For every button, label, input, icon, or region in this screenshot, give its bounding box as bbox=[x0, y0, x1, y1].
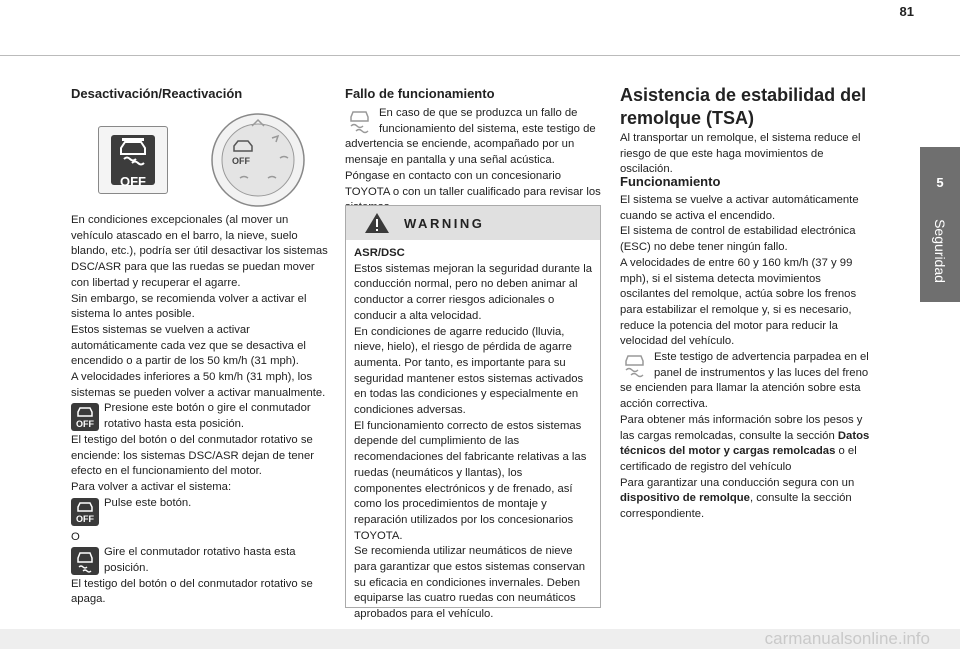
or-text: O bbox=[71, 530, 80, 543]
contact-dealer-text: Póngase en contacto con un concesionario TOYOTA o con un taller cualificado para revisar los bbox=[345, 169, 601, 198]
section-title-tsa: Asistencia de estabilidad del remolque (TSA) bbox=[620, 85, 867, 128]
svg-text:OFF: OFF bbox=[76, 419, 94, 430]
reactivate-advice: Sin embargo, se recomienda volver a activar el sistema lo antes posible. bbox=[71, 292, 307, 321]
warning-header bbox=[346, 206, 600, 240]
tsa-intro: Al transportar un remolque, el sistema reduce el riesgo de que este haga movimientos de oscilación. bbox=[620, 132, 861, 176]
manual-reactivation: A velocidades inferiores a 50 km/h (31 mph), los sistemas se pueden volver a activar manualmente. bbox=[71, 371, 326, 399]
skidding-car-warning-icon bbox=[620, 352, 649, 378]
skidding-car-icon bbox=[71, 547, 99, 575]
off-label: OFF bbox=[120, 173, 146, 189]
chapter-tab[interactable] bbox=[920, 147, 960, 302]
auto-reactivation: Estos sistemas se vuelven a activar automáticamente cada vez que se desactiva el encendido o a partir de los 50 km/h (31 mph). bbox=[71, 323, 306, 368]
warning-title: WARNING bbox=[404, 216, 485, 231]
skidding-car-icon bbox=[111, 135, 155, 169]
chapter-label: Seguridad bbox=[932, 219, 948, 283]
link-technical-data[interactable]: Datos técnicos del motor y cargas remolcadas bbox=[620, 429, 870, 458]
dsc-off-button-image bbox=[98, 126, 168, 194]
section-heading-malfunction: Fallo de funcionamiento bbox=[345, 86, 495, 101]
page-number: 81 bbox=[899, 4, 914, 19]
intro-paragraph: En condiciones excepcionales (al mover un vehículo atascado en el barro, la nieve, suelo blando, etc.), podría ser útil desactivar los sistemas DSC/ASR para que las ruedas se puedan mover con libertad y recuperar el agarre. bbox=[71, 214, 328, 289]
warning-subject: ASR/DSC bbox=[354, 247, 405, 259]
safe-driving-text: Para garantizar una conducción segura con un dispositivo de remolque, consulte la sección correspondiente. bbox=[620, 476, 855, 521]
icon-paragraph-fault: En caso de que se produzca un fallo de funcionamiento del sistema, este testigo de advertencia se enciende, acompañado por un mensaje en pantalla y una señal acústica. bbox=[345, 107, 596, 167]
rotary-knob-image bbox=[210, 112, 306, 208]
header-rule bbox=[0, 55, 960, 56]
warning-text-3: El funcionamiento correcto de estos sistemas depende del cumplimiento de las recomendaciones del fabricante relativas a las ruedas (neumáticos y llantas), los componentes electrónicos y de frenado, así como los procedimientos de montaje y reparación utilizados por los concesionarios TOYOTA. bbox=[354, 419, 587, 542]
dsc-off-icon bbox=[71, 403, 99, 431]
svg-text:OFF: OFF bbox=[76, 513, 94, 524]
icon-paragraph-turn: Gire el conmutador rotativo hasta esta posición. bbox=[71, 545, 329, 576]
warning-box bbox=[345, 205, 601, 621]
warning-triangle-icon bbox=[364, 212, 390, 234]
tsa-esc-condition: El sistema de control de estabilidad electrónica (ESC) no debe tener ningún fallo. bbox=[620, 225, 856, 254]
reactivate-intro: Para volver a activar el sistema: bbox=[71, 480, 232, 493]
footer-bar bbox=[0, 629, 960, 649]
knob-off-label: OFF bbox=[232, 156, 250, 166]
chapter-number: 5 bbox=[936, 175, 944, 190]
warning-text-1: Estos sistemas mejoran la seguridad durante la conducción normal, pero no deben animar al conductor a correr riesgos adicionales o conducir a alta velocidad. bbox=[354, 262, 592, 322]
lamp-on-text: El testigo del botón o del conmutador rotativo se enciende: los sistemas DSC/ASR dejan de tener efecto en el funcionamiento del motor. bbox=[71, 433, 315, 478]
link-tow-device[interactable]: dispositivo de remolque bbox=[620, 492, 750, 505]
lamp-off-text: El testigo del botón o del conmutador rotativo se apaga. bbox=[71, 577, 313, 606]
icon-paragraph-tsa: Este testigo de advertencia parpadea en el panel de instrumentos y las luces del freno se encienden para llamar la atención sobre esta acción correctiva. bbox=[620, 351, 869, 411]
warning-text-2: En condiciones de agarre reducido (lluvia, nieve, hielo), el riesgo de pérdida de agarre aumenta. Por tanto, es importante para su seguridad mantener estos sistemas activados en todas las condiciones y especialmente en condiciones adversas. bbox=[354, 325, 584, 417]
icon-paragraph-press: OFF Presione este botón o gire el conmutador rotativo hasta esta posición. bbox=[71, 401, 329, 432]
more-info-text: Para obtener más información sobre los pesos y las cargas remolcadas, consulte la sección Datos técnicos del motor y cargas remolcadas o el certificado de registro del vehículo bbox=[620, 413, 870, 473]
icon-paragraph-push: OFF Pulse este botón. bbox=[71, 496, 329, 526]
subheading-operation: Funcionamiento bbox=[620, 174, 721, 189]
tsa-speed-range: A velocidades de entre 60 y 160 km/h (37 y 99 mph), si el sistema detecta movimientos oscilantes del remolque, actúa sobre los frenos para estabilizar el remolque y, si es necesario, reduce la potencia del motor para reducir la velocidad del vehículo. bbox=[620, 256, 857, 348]
watermark: carmanualsonline.info bbox=[764, 629, 930, 648]
skidding-car-warning-icon bbox=[345, 108, 374, 134]
rotary-knob-icon bbox=[210, 112, 306, 208]
tsa-activation: El sistema se vuelve a activar automáticamente cuando se activa el encendido. bbox=[620, 194, 859, 222]
dsc-off-icon bbox=[71, 498, 99, 526]
section-heading-deactivation: Desactivación/Reactivación bbox=[71, 86, 243, 101]
warning-text-4: Se recomienda utilizar neumáticos de nieve para garantizar que estos sistemas conservan su eficacia en condiciones invernales. Deben equiparse las cuatro ruedas con neumáticos aprobados para el vehículo. bbox=[354, 545, 586, 621]
